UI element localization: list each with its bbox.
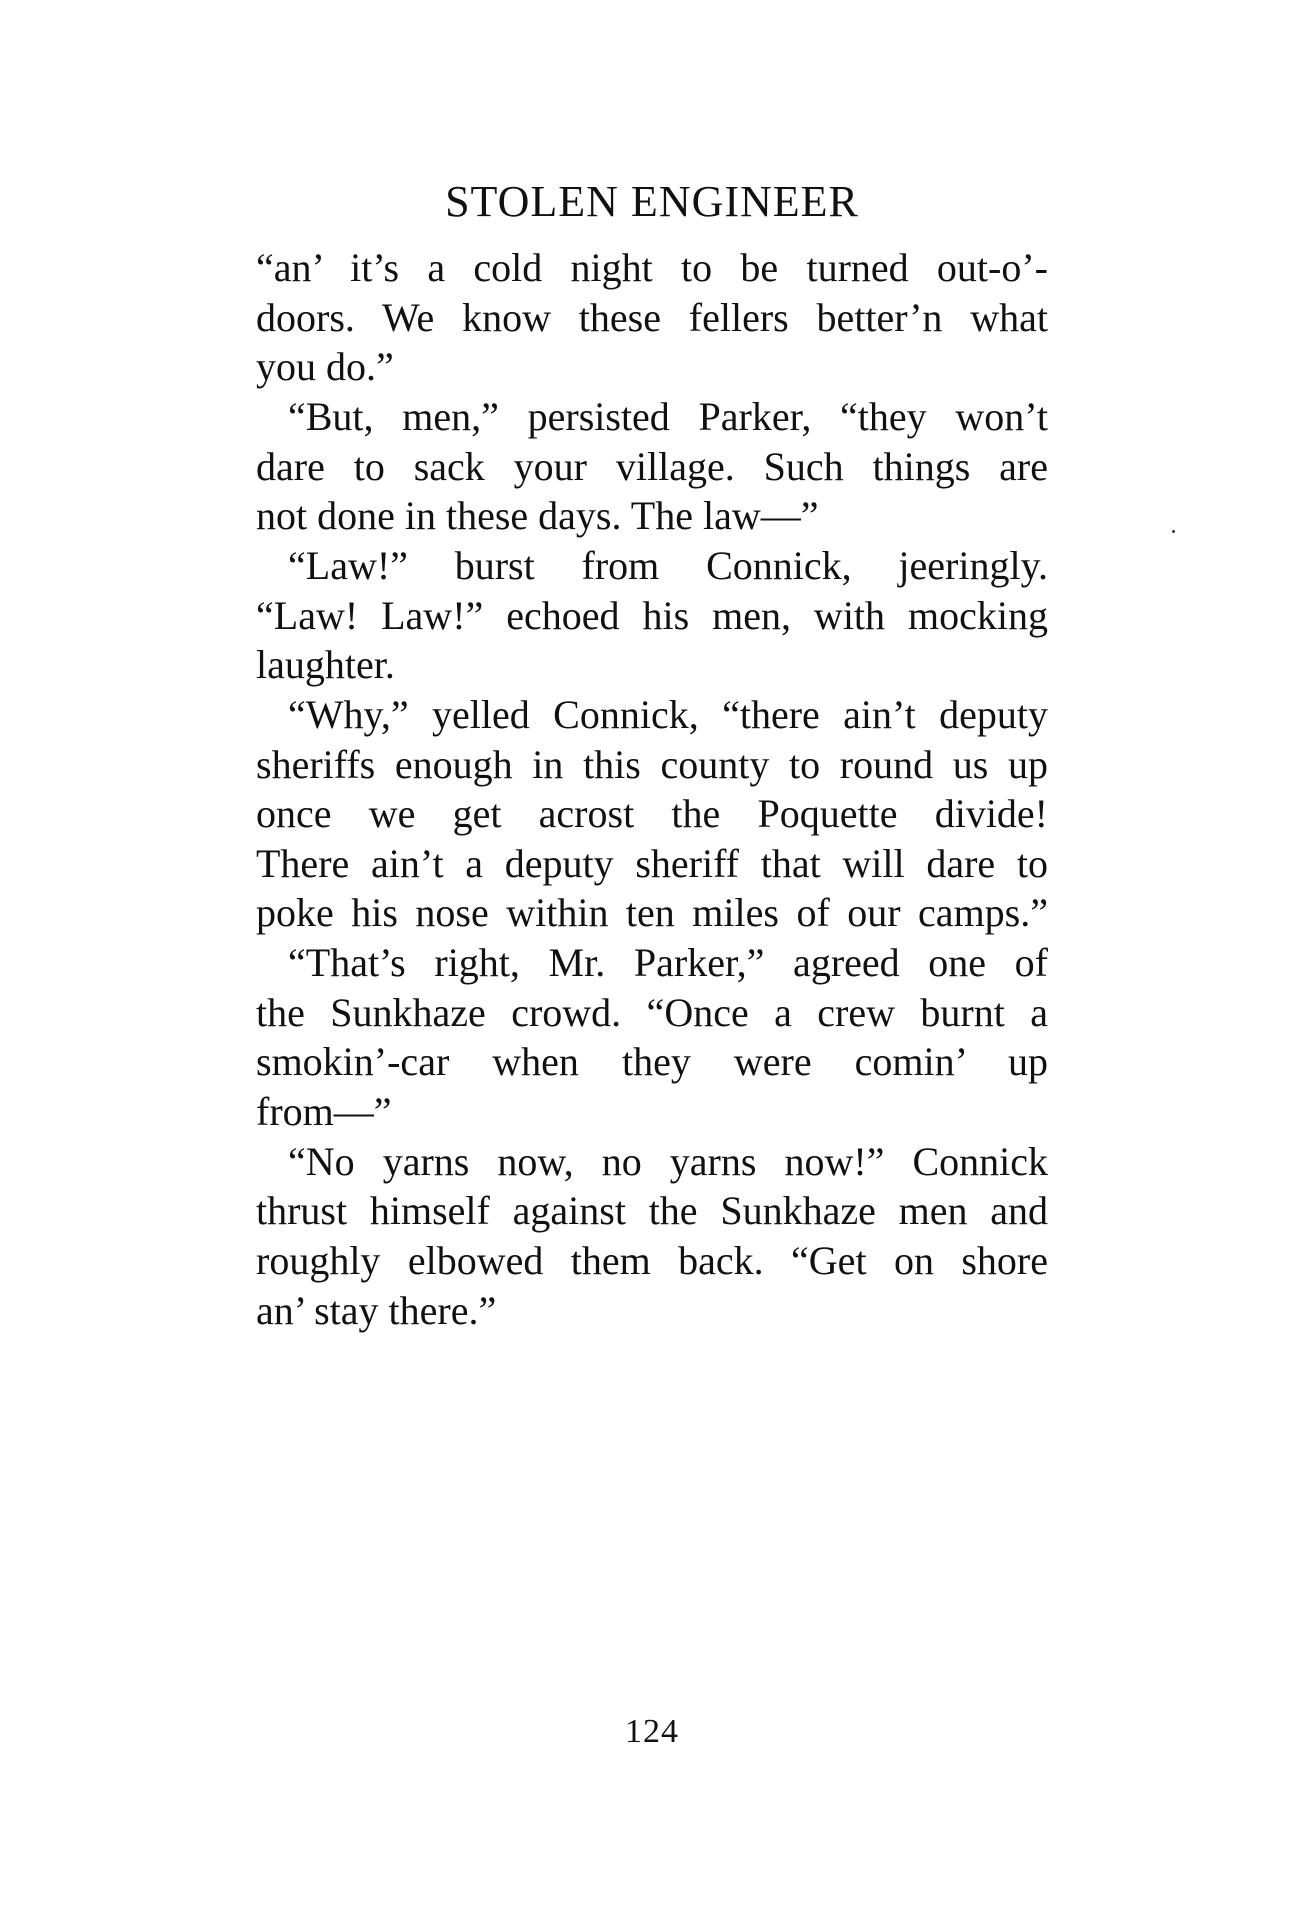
text-line-11: sheriffs enough in this county to round us up bbox=[256, 741, 1048, 787]
scan-speck bbox=[1172, 530, 1175, 533]
text-line-20: thrust himself against the Sunkhaze men and bbox=[256, 1188, 1048, 1234]
running-head: STOLEN ENGINEER bbox=[445, 177, 859, 226]
text-line-16: the Sunkhaze crowd. “Once a crew burnt a bbox=[256, 989, 1048, 1035]
page-number: 124 bbox=[625, 1713, 679, 1750]
text-line-21: roughly elbowed them back. “Get on shore bbox=[256, 1238, 1048, 1283]
text-line-6: not done in these days. The law—” bbox=[256, 493, 819, 539]
text-line-15: “That’s right, Mr. Parker,” agreed one of bbox=[288, 940, 1048, 986]
text-line-13: There ain’t a deputy sheriff that will dare to bbox=[256, 840, 1048, 886]
text-line-1: “an’ it’s a cold night to be turned out-o’- bbox=[256, 245, 1048, 290]
text-line-12: once we get acrost the Poquette divide! bbox=[256, 791, 1048, 837]
text-line-10: “Why,” yelled Connick, “there ain’t deputy bbox=[288, 691, 1048, 737]
text-line-19: “No yarns now, no yarns now!” Connick bbox=[288, 1138, 1048, 1184]
text-line-5: dare to sack your village. Such things are bbox=[256, 443, 1048, 489]
text-line-22: an’ stay there.” bbox=[256, 1287, 497, 1333]
text-line-7: “Law!” burst from Connick, jeeringly. bbox=[288, 542, 1048, 588]
text-line-9: laughter. bbox=[256, 642, 395, 688]
text-line-2: doors. We know these fellers better’n what bbox=[256, 294, 1048, 340]
text-line-8: “Law! Law!” echoed his men, with mocking bbox=[256, 592, 1048, 638]
text-line-18: from—” bbox=[256, 1089, 392, 1135]
text-line-4: “But, men,” persisted Parker, “they won’t bbox=[288, 393, 1048, 439]
text-line-17: smokin’-car when they were comin’ up bbox=[256, 1039, 1048, 1085]
text-line-3: you do.” bbox=[256, 344, 394, 390]
text-line-14: poke his nose within ten miles of our camps.” bbox=[256, 890, 1048, 936]
